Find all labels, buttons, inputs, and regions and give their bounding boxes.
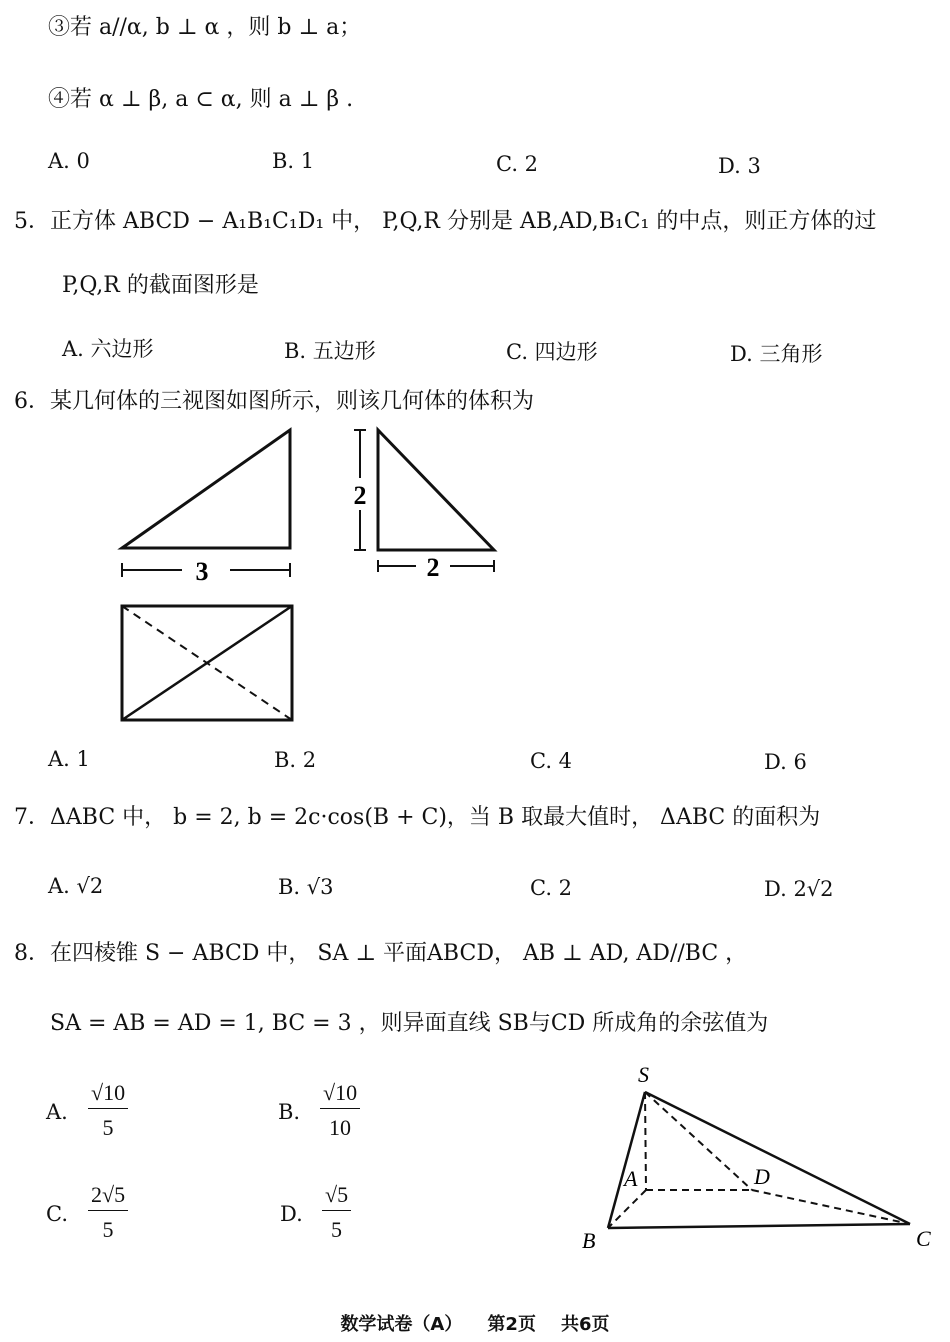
q7-option-b: B. √3: [278, 875, 334, 899]
q7-option-d: D. 2√2: [764, 877, 834, 901]
q8-stem-line1: 8．在四棱锥 S − ABCD 中， SA ⊥ 平面ABCD， AB ⊥ AD, AD//BC ，: [14, 941, 748, 966]
q8-option-a-numerator: √10: [88, 1080, 128, 1109]
q8-option-c-letter: C.: [46, 1202, 68, 1226]
q4-item-4: ④若 α ⊥ β, a ⊂ α, 则 a ⊥ β .: [48, 87, 354, 112]
q6-option-b: B. 2: [274, 748, 317, 772]
q8-option-c-denominator: 5: [102, 1217, 114, 1242]
vertex-label-D: D: [754, 1164, 770, 1189]
q5-option-c: C. 四边形: [506, 340, 598, 364]
q8-option-c-fraction: [88, 1182, 128, 1243]
q7-option-a: A. √2: [48, 874, 104, 898]
q6-option-a: A. 1: [48, 747, 90, 771]
vertex-label-S: S: [638, 1062, 649, 1087]
q4-option-c: C. 2: [496, 152, 539, 176]
q7-stem: 7．ΔABC 中， b = 2, b = 2c·cos(B + C)，当 B 取最大值时， ΔABC 的面积为: [14, 805, 821, 830]
front-view-triangle: [122, 430, 290, 548]
vertex-label-B: B: [582, 1228, 596, 1253]
q8-option-d-fraction: [322, 1182, 351, 1243]
q5-stem-line1: 5．正方体 ABCD − A₁B₁C₁D₁ 中， P,Q,R 分别是 AB,AD,B₁C₁ 的中点，则正方体的过: [14, 209, 877, 234]
q8-option-a-denominator: 5: [102, 1115, 114, 1140]
vertex-label-C: C: [916, 1226, 931, 1251]
edge-BC: [608, 1224, 910, 1228]
q4-option-a: A. 0: [48, 149, 90, 173]
edge-SC: [645, 1092, 910, 1224]
q8-option-b-letter: B.: [278, 1100, 301, 1124]
q8-option-b-numerator: √10: [320, 1080, 360, 1109]
q5-option-d: D. 三角形: [730, 342, 823, 366]
q6-option-d: D. 6: [764, 750, 807, 774]
q8-option-a-fraction: [88, 1080, 128, 1141]
q8-option-d-denominator: 5: [331, 1217, 343, 1242]
q8-option-b-fraction: [320, 1080, 360, 1141]
q4-option-d: D. 3: [718, 154, 761, 178]
side-width-label: 2: [426, 553, 440, 582]
three-view-figure: [110, 420, 510, 730]
q5-stem-line2: P,Q,R 的截面图形是: [62, 273, 259, 298]
q8-option-a-letter: A.: [46, 1100, 68, 1124]
pyramid-figure: [570, 1058, 940, 1258]
front-width-label: 3: [195, 557, 209, 586]
side-view-triangle: [378, 430, 494, 550]
q5-option-b: B. 五边形: [284, 339, 376, 363]
q8-stem-line2: SA = AB = AD = 1, BC = 3 ，则异面直线 SB与CD 所成角的余弦值为: [50, 1011, 769, 1036]
q8-option-b-denominator: 10: [329, 1115, 352, 1140]
q8-option-d-letter: D.: [280, 1202, 303, 1226]
q8-option-c-numerator: 2√5: [88, 1182, 128, 1211]
vertex-label-A: A: [624, 1166, 638, 1191]
q8-option-d-numerator: √5: [322, 1182, 351, 1211]
edge-DC: [752, 1190, 910, 1224]
q4-item-3: ③若 a//α, b ⊥ α ，则 b ⊥ a；: [48, 15, 362, 40]
q6-stem: 6．某几何体的三视图如图所示，则该几何体的体积为: [14, 389, 534, 414]
side-height-label: 2: [353, 481, 367, 510]
q5-option-a: A. 六边形: [62, 337, 154, 361]
q7-option-c: C. 2: [530, 876, 573, 900]
edge-SA: [645, 1092, 646, 1190]
page-footer: 数学试卷（A） 第2页 共6页: [340, 1314, 610, 1335]
q6-option-c: C. 4: [530, 749, 573, 773]
q4-option-b: B. 1: [272, 149, 315, 173]
edge-SD: [645, 1092, 752, 1190]
edge-SB: [608, 1092, 645, 1228]
